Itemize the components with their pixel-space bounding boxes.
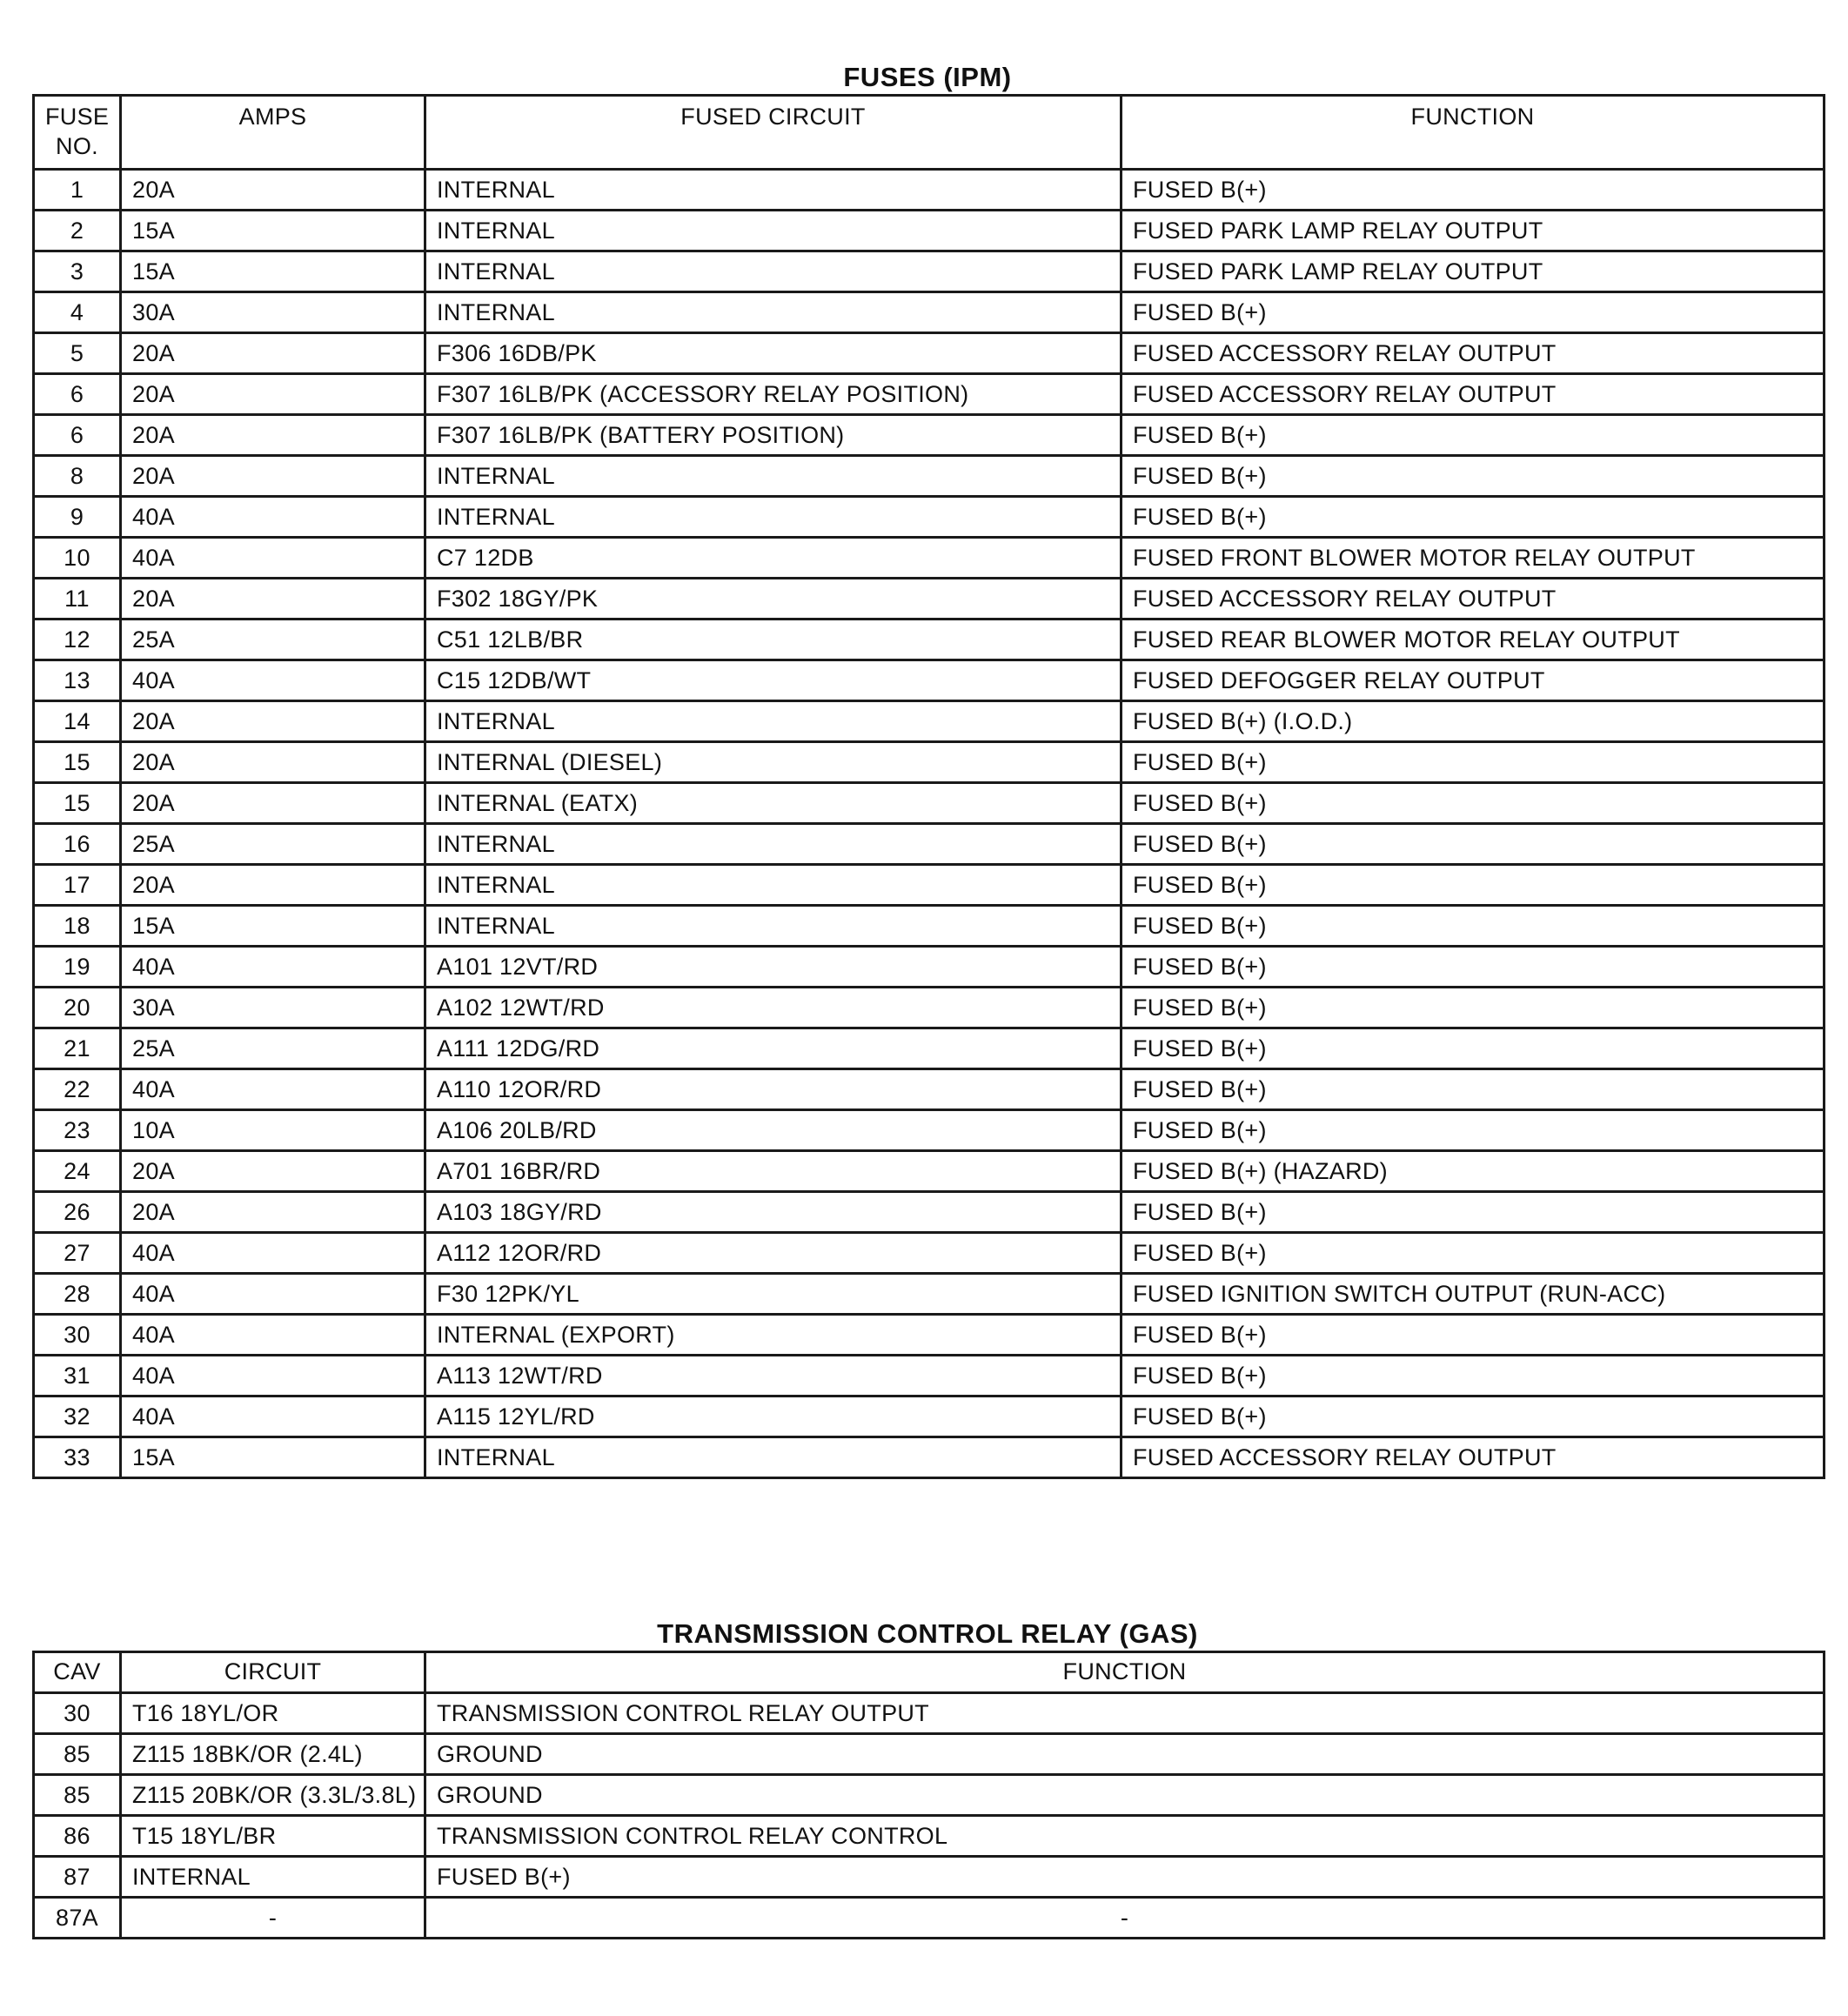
fused-circuit-cell: C51 12LB/BR xyxy=(425,620,1122,660)
fuse-no-cell: 23 xyxy=(34,1110,121,1151)
function-cell: FUSED B(+) xyxy=(1122,988,1825,1028)
table-row xyxy=(34,1233,1825,1274)
fused-circuit-header: FUSED CIRCUIT xyxy=(425,96,1122,170)
function-cell: FUSED IGNITION SWITCH OUTPUT (RUN-ACC) xyxy=(1122,1274,1825,1315)
table-row xyxy=(34,988,1825,1028)
fused-circuit-cell: INTERNAL xyxy=(425,456,1122,497)
function-cell: FUSED B(+) xyxy=(1122,906,1825,947)
fused-circuit-cell: F307 16LB/PK (ACCESSORY RELAY POSITION) xyxy=(425,374,1122,415)
fuse-no-cell: 2 xyxy=(34,211,121,251)
amps-cell: 30A xyxy=(121,292,425,333)
function-cell: FUSED B(+) xyxy=(1122,170,1825,211)
table-row xyxy=(34,1274,1825,1315)
table-row xyxy=(34,170,1825,211)
fused-circuit-cell: A106 20LB/RD xyxy=(425,1110,1122,1151)
relay-function-cell: - xyxy=(425,1898,1825,1939)
table-row xyxy=(34,1816,1825,1857)
circuit-cell: - xyxy=(121,1898,425,1939)
function-cell: FUSED B(+) xyxy=(1122,415,1825,456)
function-cell: FUSED PARK LAMP RELAY OUTPUT xyxy=(1122,251,1825,292)
table-row xyxy=(34,1069,1825,1110)
relay-function-header: FUNCTION xyxy=(425,1652,1825,1693)
table-row xyxy=(34,1857,1825,1898)
function-cell: FUSED B(+) xyxy=(1122,1396,1825,1437)
fused-circuit-cell: A112 12OR/RD xyxy=(425,1233,1122,1274)
function-cell: FUSED ACCESSORY RELAY OUTPUT xyxy=(1122,579,1825,620)
amps-cell: 25A xyxy=(121,620,425,660)
fuses-table-body xyxy=(34,170,1825,1478)
amps-cell: 30A xyxy=(121,988,425,1028)
function-cell: FUSED REAR BLOWER MOTOR RELAY OUTPUT xyxy=(1122,620,1825,660)
fuses-header-row xyxy=(34,96,1825,170)
amps-cell: 20A xyxy=(121,415,425,456)
table-row xyxy=(34,742,1825,783)
fuse-no-cell: 15 xyxy=(34,783,121,824)
table-row xyxy=(34,701,1825,742)
amps-cell: 15A xyxy=(121,211,425,251)
circuit-cell: Z115 18BK/OR (2.4L) xyxy=(121,1734,425,1775)
function-cell: FUSED B(+) xyxy=(1122,1315,1825,1356)
table-row xyxy=(34,1356,1825,1396)
fuse-no-cell: 21 xyxy=(34,1028,121,1069)
relay-table-body xyxy=(34,1693,1825,1939)
amps-cell: 20A xyxy=(121,170,425,211)
fuse-no-cell: 9 xyxy=(34,497,121,538)
amps-cell: 20A xyxy=(121,701,425,742)
amps-cell: 20A xyxy=(121,374,425,415)
fuse-no-header xyxy=(34,96,121,170)
amps-cell: 40A xyxy=(121,1069,425,1110)
fused-circuit-cell: INTERNAL xyxy=(425,824,1122,865)
function-cell: FUSED B(+) xyxy=(1122,1192,1825,1233)
table-row xyxy=(34,1775,1825,1816)
fused-circuit-cell: INTERNAL xyxy=(425,1437,1122,1478)
fused-circuit-cell: A701 16BR/RD xyxy=(425,1151,1122,1192)
amps-cell: 40A xyxy=(121,947,425,988)
table-row xyxy=(34,211,1825,251)
fused-circuit-cell: INTERNAL (EATX) xyxy=(425,783,1122,824)
amps-cell: 20A xyxy=(121,333,425,374)
table-row xyxy=(34,1396,1825,1437)
cav-header: CAV xyxy=(34,1652,121,1693)
relay-table xyxy=(32,1651,1825,1939)
amps-cell: 40A xyxy=(121,538,425,579)
function-cell: FUSED DEFOGGER RELAY OUTPUT xyxy=(1122,660,1825,701)
fuse-no-cell: 27 xyxy=(34,1233,121,1274)
cav-cell: 85 xyxy=(34,1775,121,1816)
cav-cell: 30 xyxy=(34,1693,121,1734)
fuse-no-cell: 20 xyxy=(34,988,121,1028)
fuse-no-cell: 31 xyxy=(34,1356,121,1396)
amps-cell: 20A xyxy=(121,1192,425,1233)
amps-cell: 40A xyxy=(121,1274,425,1315)
fuse-no-cell: 6 xyxy=(34,415,121,456)
function-cell: FUSED B(+) xyxy=(1122,497,1825,538)
fused-circuit-cell: C15 12DB/WT xyxy=(425,660,1122,701)
fuse-no-cell: 6 xyxy=(34,374,121,415)
fused-circuit-cell: F307 16LB/PK (BATTERY POSITION) xyxy=(425,415,1122,456)
fused-circuit-cell: A102 12WT/RD xyxy=(425,988,1122,1028)
amps-cell: 40A xyxy=(121,1356,425,1396)
table-row xyxy=(34,374,1825,415)
amps-cell: 40A xyxy=(121,1233,425,1274)
fused-circuit-cell: INTERNAL (EXPORT) xyxy=(425,1315,1122,1356)
cav-cell: 86 xyxy=(34,1816,121,1857)
table-row xyxy=(34,415,1825,456)
function-cell: FUSED B(+) xyxy=(1122,292,1825,333)
amps-cell: 40A xyxy=(121,660,425,701)
fuse-no-cell: 11 xyxy=(34,579,121,620)
fuse-no-cell: 1 xyxy=(34,170,121,211)
fused-circuit-cell: INTERNAL xyxy=(425,170,1122,211)
amps-cell: 10A xyxy=(121,1110,425,1151)
fuse-no-cell: 4 xyxy=(34,292,121,333)
amps-cell: 20A xyxy=(121,865,425,906)
table-row xyxy=(34,497,1825,538)
fused-circuit-cell: C7 12DB xyxy=(425,538,1122,579)
table-row xyxy=(34,1898,1825,1939)
circuit-header: CIRCUIT xyxy=(121,1652,425,1693)
table-row xyxy=(34,1110,1825,1151)
table-row xyxy=(34,1192,1825,1233)
fuse-no-cell: 5 xyxy=(34,333,121,374)
function-cell: FUSED B(+) xyxy=(1122,1233,1825,1274)
table-row xyxy=(34,865,1825,906)
cav-cell: 87A xyxy=(34,1898,121,1939)
relay-function-cell: GROUND xyxy=(425,1734,1825,1775)
function-cell: FUSED B(+) xyxy=(1122,1069,1825,1110)
fused-circuit-cell: A115 12YL/RD xyxy=(425,1396,1122,1437)
table-row xyxy=(34,1028,1825,1069)
function-cell: FUSED B(+) xyxy=(1122,947,1825,988)
circuit-cell: INTERNAL xyxy=(121,1857,425,1898)
circuit-cell: Z115 20BK/OR (3.3L/3.8L) xyxy=(121,1775,425,1816)
amps-cell: 40A xyxy=(121,1315,425,1356)
fused-circuit-cell: A103 18GY/RD xyxy=(425,1192,1122,1233)
fuses-table-title: FUSES (IPM) xyxy=(843,62,1012,92)
relay-function-cell: TRANSMISSION CONTROL RELAY CONTROL xyxy=(425,1816,1825,1857)
fuse-no-cell: 3 xyxy=(34,251,121,292)
fuse-no-cell: 10 xyxy=(34,538,121,579)
amps-cell: 20A xyxy=(121,742,425,783)
fused-circuit-cell: INTERNAL xyxy=(425,865,1122,906)
function-cell: FUSED ACCESSORY RELAY OUTPUT xyxy=(1122,374,1825,415)
function-cell: FUSED B(+) xyxy=(1122,456,1825,497)
amps-cell: 25A xyxy=(121,824,425,865)
circuit-cell: T15 18YL/BR xyxy=(121,1816,425,1857)
table-row xyxy=(34,783,1825,824)
fuse-no-header-line2: NO. xyxy=(56,133,98,159)
fuse-no-cell: 16 xyxy=(34,824,121,865)
amps-cell: 15A xyxy=(121,251,425,292)
circuit-cell: T16 18YL/OR xyxy=(121,1693,425,1734)
fused-circuit-cell: INTERNAL xyxy=(425,701,1122,742)
function-cell: FUSED B(+) (HAZARD) xyxy=(1122,1151,1825,1192)
function-cell: FUSED PARK LAMP RELAY OUTPUT xyxy=(1122,211,1825,251)
amps-cell: 25A xyxy=(121,1028,425,1069)
table-row xyxy=(34,660,1825,701)
fused-circuit-cell: A113 12WT/RD xyxy=(425,1356,1122,1396)
amps-cell: 40A xyxy=(121,497,425,538)
relay-function-cell: GROUND xyxy=(425,1775,1825,1816)
table-row xyxy=(34,333,1825,374)
fused-circuit-cell: INTERNAL xyxy=(425,292,1122,333)
function-cell: FUSED ACCESSORY RELAY OUTPUT xyxy=(1122,1437,1825,1478)
table-row xyxy=(34,824,1825,865)
amps-cell: 15A xyxy=(121,906,425,947)
function-header: FUNCTION xyxy=(1122,96,1825,170)
table-row xyxy=(34,1437,1825,1478)
fuse-no-cell: 33 xyxy=(34,1437,121,1478)
fuse-no-cell: 22 xyxy=(34,1069,121,1110)
function-cell: FUSED FRONT BLOWER MOTOR RELAY OUTPUT xyxy=(1122,538,1825,579)
fused-circuit-cell: A110 12OR/RD xyxy=(425,1069,1122,1110)
function-cell: FUSED B(+) (I.O.D.) xyxy=(1122,701,1825,742)
amps-cell: 20A xyxy=(121,1151,425,1192)
function-cell: FUSED B(+) xyxy=(1122,1028,1825,1069)
table-row xyxy=(34,456,1825,497)
fuse-no-cell: 32 xyxy=(34,1396,121,1437)
table-row xyxy=(34,1734,1825,1775)
function-cell: FUSED B(+) xyxy=(1122,742,1825,783)
table-row xyxy=(34,906,1825,947)
table-row xyxy=(34,1151,1825,1192)
fused-circuit-cell: INTERNAL xyxy=(425,211,1122,251)
fused-circuit-cell: F30 12PK/YL xyxy=(425,1274,1122,1315)
table-row xyxy=(34,1315,1825,1356)
fuse-no-header-line1: FUSE xyxy=(45,104,110,130)
relay-table-title: TRANSMISSION CONTROL RELAY (GAS) xyxy=(657,1618,1198,1649)
fuses-table xyxy=(32,94,1825,1479)
function-cell: FUSED ACCESSORY RELAY OUTPUT xyxy=(1122,333,1825,374)
fused-circuit-cell: INTERNAL xyxy=(425,497,1122,538)
function-cell: FUSED B(+) xyxy=(1122,1110,1825,1151)
table-row xyxy=(34,620,1825,660)
table-row xyxy=(34,947,1825,988)
fuse-no-cell: 30 xyxy=(34,1315,121,1356)
fused-circuit-cell: F302 18GY/PK xyxy=(425,579,1122,620)
relay-header-row xyxy=(34,1652,1825,1693)
relay-function-cell: FUSED B(+) xyxy=(425,1857,1825,1898)
fuse-no-cell: 24 xyxy=(34,1151,121,1192)
function-cell: FUSED B(+) xyxy=(1122,783,1825,824)
fused-circuit-cell: INTERNAL xyxy=(425,906,1122,947)
fuse-no-cell: 28 xyxy=(34,1274,121,1315)
relay-function-cell: TRANSMISSION CONTROL RELAY OUTPUT xyxy=(425,1693,1825,1734)
fuse-no-cell: 26 xyxy=(34,1192,121,1233)
fuse-no-cell: 17 xyxy=(34,865,121,906)
amps-cell: 20A xyxy=(121,456,425,497)
table-row xyxy=(34,538,1825,579)
fuse-no-cell: 15 xyxy=(34,742,121,783)
function-cell: FUSED B(+) xyxy=(1122,824,1825,865)
fused-circuit-cell: INTERNAL (DIESEL) xyxy=(425,742,1122,783)
amps-cell: 20A xyxy=(121,783,425,824)
function-cell: FUSED B(+) xyxy=(1122,865,1825,906)
amps-header: AMPS xyxy=(121,96,425,170)
fused-circuit-cell: A111 12DG/RD xyxy=(425,1028,1122,1069)
table-row xyxy=(34,579,1825,620)
fuse-no-cell: 8 xyxy=(34,456,121,497)
fused-circuit-cell: INTERNAL xyxy=(425,251,1122,292)
fuse-no-cell: 18 xyxy=(34,906,121,947)
table-row xyxy=(34,1693,1825,1734)
table-row xyxy=(34,251,1825,292)
amps-cell: 15A xyxy=(121,1437,425,1478)
cav-cell: 85 xyxy=(34,1734,121,1775)
fuse-no-cell: 12 xyxy=(34,620,121,660)
fuse-no-cell: 14 xyxy=(34,701,121,742)
table-row xyxy=(34,292,1825,333)
amps-cell: 20A xyxy=(121,579,425,620)
fused-circuit-cell: A101 12VT/RD xyxy=(425,947,1122,988)
amps-cell: 40A xyxy=(121,1396,425,1437)
fused-circuit-cell: F306 16DB/PK xyxy=(425,333,1122,374)
fuse-no-cell: 13 xyxy=(34,660,121,701)
fuse-no-cell: 19 xyxy=(34,947,121,988)
function-cell: FUSED B(+) xyxy=(1122,1356,1825,1396)
cav-cell: 87 xyxy=(34,1857,121,1898)
